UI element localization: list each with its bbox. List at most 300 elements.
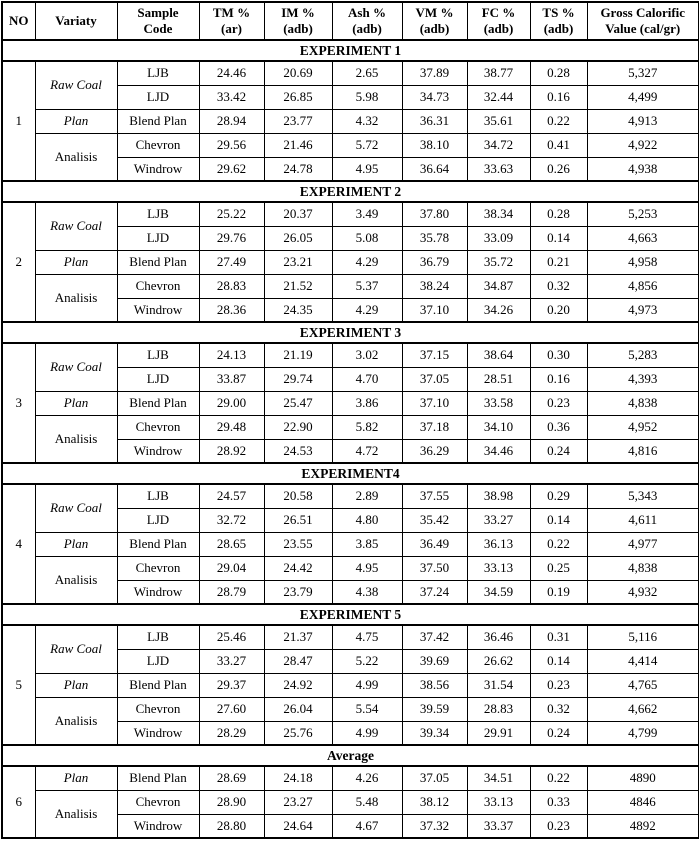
cell-im: 20.37	[264, 202, 332, 226]
cell-sample-code: LJD	[117, 367, 199, 391]
cell-fc: 36.13	[467, 532, 530, 556]
cell-tm: 33.42	[199, 85, 264, 109]
table-row	[2, 202, 699, 226]
cell-fc: 26.62	[467, 649, 530, 673]
cell-ts: 0.32	[530, 697, 587, 721]
col-header-sublabel: (adb)	[283, 21, 313, 36]
cell-gcv: 4,958	[587, 250, 699, 274]
cell-ash: 3.49	[332, 202, 402, 226]
coal-analysis-table	[1, 1, 699, 839]
col-header-label: Sample	[137, 4, 179, 20]
cell-ash: 5.08	[332, 226, 402, 250]
cell-vm: 37.55	[402, 484, 467, 508]
table-row	[2, 250, 699, 274]
header-row	[2, 2, 699, 40]
section-title: EXPERIMENT 2	[2, 181, 699, 202]
cell-tm: 28.79	[199, 580, 264, 604]
cell-ash: 5.82	[332, 415, 402, 439]
cell-fc: 31.54	[467, 673, 530, 697]
cell-im: 23.77	[264, 109, 332, 133]
table-row	[2, 109, 699, 133]
cell-no: 3	[2, 343, 35, 463]
cell-tm: 24.13	[199, 343, 264, 367]
col-header-label: NO	[9, 12, 29, 28]
cell-fc: 34.46	[467, 439, 530, 463]
cell-variaty: Raw Coal	[35, 343, 117, 391]
cell-ts: 0.14	[530, 508, 587, 532]
cell-ash: 5.54	[332, 697, 402, 721]
cell-sample-code: Windrow	[117, 721, 199, 745]
cell-sample-code: Blend Plan	[117, 391, 199, 415]
cell-tm: 29.37	[199, 673, 264, 697]
cell-ash: 4.70	[332, 367, 402, 391]
cell-sample-code: LJB	[117, 61, 199, 85]
cell-variaty: Analisis	[35, 415, 117, 463]
cell-ts: 0.23	[530, 814, 587, 838]
cell-variaty: Raw Coal	[35, 625, 117, 673]
cell-gcv: 4,938	[587, 157, 699, 181]
table-row	[2, 61, 699, 85]
cell-tm: 32.72	[199, 508, 264, 532]
cell-ts: 0.21	[530, 250, 587, 274]
cell-ash: 5.72	[332, 133, 402, 157]
table-row	[2, 673, 699, 697]
col-header-tm	[199, 2, 264, 40]
cell-vm: 37.05	[402, 766, 467, 790]
cell-ts: 0.30	[530, 343, 587, 367]
cell-ts: 0.28	[530, 61, 587, 85]
section-title-row	[2, 40, 699, 61]
cell-fc: 34.87	[467, 274, 530, 298]
col-header-sublabel: Value (cal/gr)	[605, 21, 681, 36]
cell-sample-code: Chevron	[117, 274, 199, 298]
cell-gcv: 5,253	[587, 202, 699, 226]
cell-im: 26.51	[264, 508, 332, 532]
cell-fc: 33.63	[467, 157, 530, 181]
cell-fc: 35.72	[467, 250, 530, 274]
cell-vm: 37.89	[402, 61, 467, 85]
cell-gcv: 4,838	[587, 556, 699, 580]
col-header-label: Gross Calorific	[600, 4, 686, 20]
cell-fc: 33.37	[467, 814, 530, 838]
cell-variaty: Analisis	[35, 790, 117, 838]
cell-sample-code: Chevron	[117, 556, 199, 580]
col-header-label: IM %	[281, 4, 315, 20]
cell-variaty: Analisis	[35, 697, 117, 745]
cell-no: 5	[2, 625, 35, 745]
cell-tm: 24.57	[199, 484, 264, 508]
section-title-row	[2, 604, 699, 625]
cell-gcv: 4,977	[587, 532, 699, 556]
cell-tm: 29.00	[199, 391, 264, 415]
cell-sample-code: Chevron	[117, 790, 199, 814]
cell-tm: 29.04	[199, 556, 264, 580]
cell-vm: 37.32	[402, 814, 467, 838]
table-row	[2, 274, 699, 298]
section-title-row	[2, 463, 699, 484]
cell-vm: 37.05	[402, 367, 467, 391]
cell-ts: 0.31	[530, 625, 587, 649]
cell-ash: 4.29	[332, 298, 402, 322]
cell-sample-code: LJB	[117, 202, 199, 226]
cell-ts: 0.41	[530, 133, 587, 157]
cell-im: 24.35	[264, 298, 332, 322]
cell-im: 25.76	[264, 721, 332, 745]
cell-variaty: Plan	[35, 391, 117, 415]
col-header-sublabel: (ar)	[221, 21, 242, 36]
col-header-variaty	[35, 2, 117, 40]
cell-tm: 28.90	[199, 790, 264, 814]
cell-ts: 0.22	[530, 109, 587, 133]
cell-vm: 38.12	[402, 790, 467, 814]
section-title-row	[2, 181, 699, 202]
cell-fc: 34.72	[467, 133, 530, 157]
cell-gcv: 4,663	[587, 226, 699, 250]
cell-sample-code: LJD	[117, 226, 199, 250]
cell-im: 24.18	[264, 766, 332, 790]
col-header-label: TS %	[542, 4, 575, 20]
cell-im: 25.47	[264, 391, 332, 415]
cell-ts: 0.24	[530, 721, 587, 745]
cell-gcv: 4,856	[587, 274, 699, 298]
cell-im: 26.04	[264, 697, 332, 721]
cell-ts: 0.32	[530, 274, 587, 298]
cell-ash: 4.99	[332, 673, 402, 697]
cell-ash: 4.75	[332, 625, 402, 649]
cell-ts: 0.22	[530, 532, 587, 556]
table-row	[2, 133, 699, 157]
cell-sample-code: Windrow	[117, 580, 199, 604]
cell-gcv: 4,414	[587, 649, 699, 673]
cell-variaty: Plan	[35, 250, 117, 274]
cell-fc: 33.13	[467, 790, 530, 814]
cell-no: 4	[2, 484, 35, 604]
cell-vm: 39.69	[402, 649, 467, 673]
section-title: EXPERIMENT4	[2, 463, 699, 484]
cell-sample-code: Blend Plan	[117, 109, 199, 133]
cell-ts: 0.29	[530, 484, 587, 508]
cell-sample-code: Blend Plan	[117, 532, 199, 556]
cell-ts: 0.28	[530, 202, 587, 226]
cell-ts: 0.36	[530, 415, 587, 439]
cell-vm: 37.50	[402, 556, 467, 580]
table-row	[2, 391, 699, 415]
cell-im: 24.78	[264, 157, 332, 181]
cell-gcv: 4,952	[587, 415, 699, 439]
cell-vm: 36.79	[402, 250, 467, 274]
cell-ash: 4.38	[332, 580, 402, 604]
cell-ash: 4.72	[332, 439, 402, 463]
cell-im: 24.42	[264, 556, 332, 580]
cell-gcv: 4,922	[587, 133, 699, 157]
cell-tm: 25.22	[199, 202, 264, 226]
cell-im: 21.19	[264, 343, 332, 367]
section-title: EXPERIMENT 1	[2, 40, 699, 61]
col-header-im	[264, 2, 332, 40]
table-row	[2, 790, 699, 814]
cell-ts: 0.33	[530, 790, 587, 814]
table-row	[2, 415, 699, 439]
cell-sample-code: LJD	[117, 508, 199, 532]
cell-fc: 32.44	[467, 85, 530, 109]
cell-tm: 29.48	[199, 415, 264, 439]
cell-im: 24.92	[264, 673, 332, 697]
section-title: Average	[2, 745, 699, 766]
cell-fc: 34.26	[467, 298, 530, 322]
cell-gcv: 4,765	[587, 673, 699, 697]
cell-gcv: 4,393	[587, 367, 699, 391]
cell-sample-code: Chevron	[117, 133, 199, 157]
cell-fc: 38.64	[467, 343, 530, 367]
section-title: EXPERIMENT 5	[2, 604, 699, 625]
cell-im: 26.05	[264, 226, 332, 250]
cell-im: 23.55	[264, 532, 332, 556]
cell-ash: 4.80	[332, 508, 402, 532]
cell-sample-code: Windrow	[117, 814, 199, 838]
cell-ts: 0.25	[530, 556, 587, 580]
cell-fc: 28.83	[467, 697, 530, 721]
cell-no: 1	[2, 61, 35, 181]
col-header-ash	[332, 2, 402, 40]
cell-im: 21.37	[264, 625, 332, 649]
cell-fc: 34.51	[467, 766, 530, 790]
cell-ash: 3.85	[332, 532, 402, 556]
cell-variaty: Raw Coal	[35, 484, 117, 532]
cell-vm: 37.10	[402, 391, 467, 415]
cell-tm: 25.46	[199, 625, 264, 649]
cell-ash: 3.02	[332, 343, 402, 367]
cell-fc: 38.77	[467, 61, 530, 85]
cell-gcv: 4,816	[587, 439, 699, 463]
cell-im: 20.69	[264, 61, 332, 85]
cell-im: 21.52	[264, 274, 332, 298]
cell-tm: 28.69	[199, 766, 264, 790]
cell-sample-code: Chevron	[117, 697, 199, 721]
cell-fc: 28.51	[467, 367, 530, 391]
cell-ts: 0.16	[530, 85, 587, 109]
table-row	[2, 625, 699, 649]
cell-sample-code: Blend Plan	[117, 250, 199, 274]
col-header-label: VM %	[415, 4, 454, 20]
cell-ash: 5.48	[332, 790, 402, 814]
cell-ash: 5.22	[332, 649, 402, 673]
cell-ash: 4.32	[332, 109, 402, 133]
cell-tm: 28.65	[199, 532, 264, 556]
cell-im: 29.74	[264, 367, 332, 391]
cell-ash: 2.89	[332, 484, 402, 508]
cell-vm: 38.24	[402, 274, 467, 298]
col-header-sample-code	[117, 2, 199, 40]
cell-vm: 36.31	[402, 109, 467, 133]
cell-tm: 29.56	[199, 133, 264, 157]
cell-tm: 28.94	[199, 109, 264, 133]
cell-gcv: 4,662	[587, 697, 699, 721]
cell-ash: 4.26	[332, 766, 402, 790]
cell-ts: 0.14	[530, 649, 587, 673]
cell-fc: 29.91	[467, 721, 530, 745]
col-header-sublabel: (adb)	[419, 21, 450, 36]
cell-ts: 0.24	[530, 439, 587, 463]
cell-gcv: 4,838	[587, 391, 699, 415]
cell-gcv: 5,283	[587, 343, 699, 367]
cell-gcv: 5,116	[587, 625, 699, 649]
col-header-sublabel: (adb)	[543, 21, 574, 36]
cell-variaty: Analisis	[35, 274, 117, 322]
cell-tm: 29.76	[199, 226, 264, 250]
col-header-sublabel: (adb)	[483, 21, 514, 36]
cell-vm: 38.56	[402, 673, 467, 697]
cell-im: 28.47	[264, 649, 332, 673]
cell-ts: 0.14	[530, 226, 587, 250]
table-row	[2, 697, 699, 721]
cell-vm: 37.10	[402, 298, 467, 322]
cell-tm: 27.49	[199, 250, 264, 274]
cell-sample-code: Chevron	[117, 415, 199, 439]
cell-no: 6	[2, 766, 35, 838]
cell-ash: 4.99	[332, 721, 402, 745]
cell-vm: 37.15	[402, 343, 467, 367]
cell-tm: 33.27	[199, 649, 264, 673]
cell-no: 2	[2, 202, 35, 322]
table-body	[2, 40, 699, 838]
cell-vm: 36.49	[402, 532, 467, 556]
col-header-sublabel: (adb)	[352, 21, 382, 36]
table-row	[2, 766, 699, 790]
table-row	[2, 484, 699, 508]
cell-im: 23.21	[264, 250, 332, 274]
col-header-label: TM %	[212, 4, 251, 20]
table-header	[2, 2, 699, 40]
cell-ts: 0.26	[530, 157, 587, 181]
cell-ash: 5.98	[332, 85, 402, 109]
cell-tm: 27.60	[199, 697, 264, 721]
col-header-label: Ash %	[348, 4, 386, 20]
cell-gcv: 4846	[587, 790, 699, 814]
col-header-sublabel: Code	[143, 21, 173, 36]
cell-tm: 28.92	[199, 439, 264, 463]
cell-gcv: 5,343	[587, 484, 699, 508]
col-header-vm	[402, 2, 467, 40]
col-header-fc	[467, 2, 530, 40]
cell-gcv: 4,913	[587, 109, 699, 133]
cell-vm: 39.59	[402, 697, 467, 721]
section-title-row	[2, 745, 699, 766]
cell-ash: 4.67	[332, 814, 402, 838]
col-header-gcv	[587, 2, 699, 40]
cell-im: 24.53	[264, 439, 332, 463]
cell-fc: 38.98	[467, 484, 530, 508]
cell-vm: 37.18	[402, 415, 467, 439]
cell-im: 22.90	[264, 415, 332, 439]
cell-variaty: Analisis	[35, 133, 117, 181]
cell-tm: 24.46	[199, 61, 264, 85]
cell-fc: 33.27	[467, 508, 530, 532]
cell-fc: 34.10	[467, 415, 530, 439]
cell-vm: 38.10	[402, 133, 467, 157]
section-title: EXPERIMENT 3	[2, 322, 699, 343]
cell-variaty: Raw Coal	[35, 61, 117, 109]
cell-vm: 35.78	[402, 226, 467, 250]
cell-sample-code: Windrow	[117, 298, 199, 322]
table-row	[2, 556, 699, 580]
cell-fc: 33.13	[467, 556, 530, 580]
cell-vm: 36.29	[402, 439, 467, 463]
cell-tm: 28.29	[199, 721, 264, 745]
cell-vm: 37.80	[402, 202, 467, 226]
cell-fc: 33.58	[467, 391, 530, 415]
cell-ash: 4.29	[332, 250, 402, 274]
cell-fc: 38.34	[467, 202, 530, 226]
cell-gcv: 4,499	[587, 85, 699, 109]
cell-variaty: Plan	[35, 766, 117, 790]
cell-sample-code: LJD	[117, 649, 199, 673]
cell-variaty: Plan	[35, 109, 117, 133]
cell-sample-code: Windrow	[117, 439, 199, 463]
cell-gcv: 5,327	[587, 61, 699, 85]
cell-vm: 35.42	[402, 508, 467, 532]
cell-tm: 29.62	[199, 157, 264, 181]
cell-sample-code: Blend Plan	[117, 766, 199, 790]
cell-sample-code: Blend Plan	[117, 673, 199, 697]
cell-ts: 0.19	[530, 580, 587, 604]
cell-sample-code: Windrow	[117, 157, 199, 181]
cell-ts: 0.23	[530, 391, 587, 415]
cell-sample-code: LJD	[117, 85, 199, 109]
cell-vm: 37.42	[402, 625, 467, 649]
col-header-no	[2, 2, 35, 40]
cell-tm: 33.87	[199, 367, 264, 391]
section-title-row	[2, 322, 699, 343]
cell-tm: 28.36	[199, 298, 264, 322]
cell-vm: 39.34	[402, 721, 467, 745]
cell-tm: 28.83	[199, 274, 264, 298]
cell-ash: 4.95	[332, 556, 402, 580]
cell-vm: 36.64	[402, 157, 467, 181]
cell-ts: 0.23	[530, 673, 587, 697]
cell-ash: 3.86	[332, 391, 402, 415]
cell-ts: 0.22	[530, 766, 587, 790]
cell-ash: 4.95	[332, 157, 402, 181]
cell-ash: 5.37	[332, 274, 402, 298]
cell-variaty: Analisis	[35, 556, 117, 604]
table-row	[2, 532, 699, 556]
cell-sample-code: LJB	[117, 625, 199, 649]
cell-vm: 34.73	[402, 85, 467, 109]
cell-variaty: Plan	[35, 673, 117, 697]
cell-gcv: 4,799	[587, 721, 699, 745]
cell-ts: 0.20	[530, 298, 587, 322]
cell-variaty: Plan	[35, 532, 117, 556]
cell-ts: 0.16	[530, 367, 587, 391]
cell-sample-code: LJB	[117, 343, 199, 367]
table-row	[2, 343, 699, 367]
cell-im: 24.64	[264, 814, 332, 838]
cell-gcv: 4892	[587, 814, 699, 838]
cell-ash: 2.65	[332, 61, 402, 85]
cell-vm: 37.24	[402, 580, 467, 604]
cell-sample-code: LJB	[117, 484, 199, 508]
cell-fc: 35.61	[467, 109, 530, 133]
cell-gcv: 4890	[587, 766, 699, 790]
cell-im: 20.58	[264, 484, 332, 508]
cell-tm: 28.80	[199, 814, 264, 838]
col-header-label: Variaty	[55, 12, 97, 28]
cell-im: 21.46	[264, 133, 332, 157]
cell-gcv: 4,611	[587, 508, 699, 532]
cell-gcv: 4,973	[587, 298, 699, 322]
cell-im: 23.27	[264, 790, 332, 814]
cell-variaty: Raw Coal	[35, 202, 117, 250]
